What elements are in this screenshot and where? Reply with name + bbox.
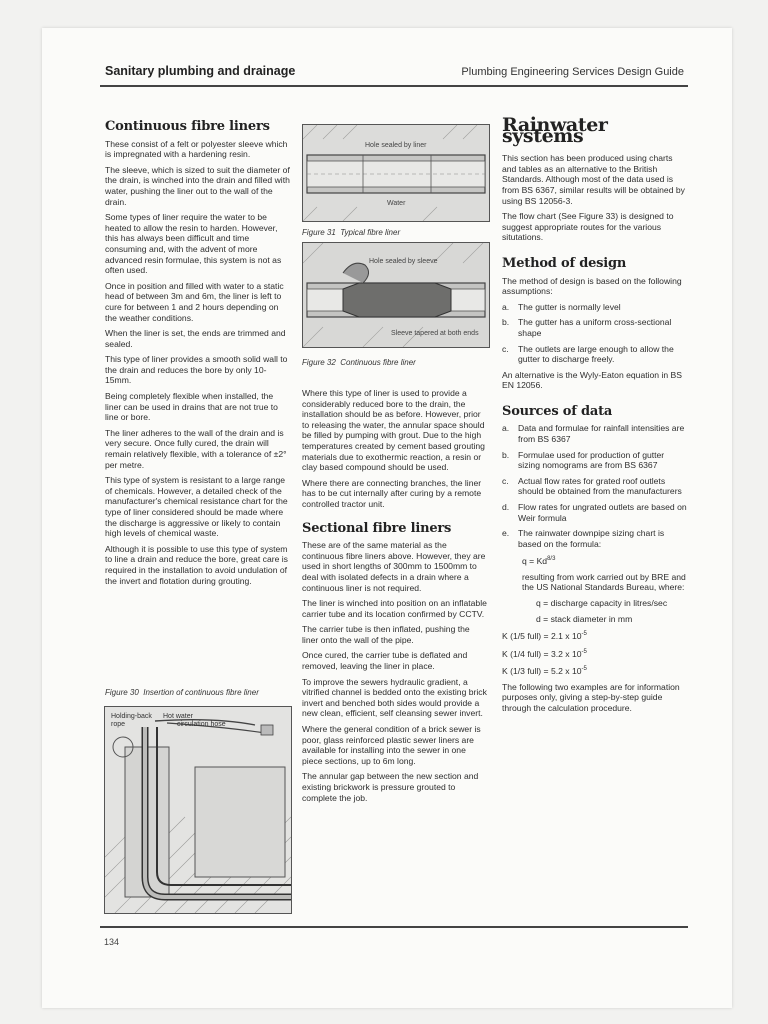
list-marker: b. (502, 449, 510, 460)
section-heading-continuous-fibre-liners: Continuous fibre liners (105, 119, 270, 134)
paragraph: When the liner is set, the ends are trimmed and sealed. (105, 328, 286, 349)
k-value-text: K (1/3 full) = 5.2 x 10 (502, 666, 582, 676)
list-marker: b. (502, 317, 510, 328)
label-circulation-hose: circulation hose (177, 721, 226, 728)
list-item-text: Data and formulae for rainfall intensities are from BS 6367 (518, 423, 685, 445)
paragraph: Some types of liner require the water to be heated to allow the resin to harden. However, this has always been difficult and time consuming and, with the advent of more advanced resin formulae, this system is not as often used. (105, 212, 282, 276)
section-heading-sources-of-data: Sources of data (502, 403, 613, 419)
figure-number: Figure 30 (105, 688, 139, 697)
label-hot-water: Hot water (163, 713, 193, 720)
paragraph: Where there are connecting branches, the liner has to be cut internally after curing by a remote controlled tractor unit. (302, 477, 482, 509)
figure-30-illustration (104, 706, 292, 914)
figure-caption-text: Continuous fibre liner (340, 358, 416, 367)
paragraph: The carrier tube is then inflated, pushing the liner onto the wall of the pipe. (302, 624, 470, 645)
paragraph: These consist of a felt or polyester sleeve which is impregnated with a hardening resin. (105, 138, 288, 160)
chapter-title-rainwater-systems: Rainwater systems (502, 114, 608, 147)
assumptions-list (502, 302, 688, 365)
page-number: 134 (104, 937, 120, 947)
downpipe-formula (502, 554, 688, 566)
k-value-exponent: -5 (581, 648, 587, 655)
k-value-text: K (1/5 full) = 2.1 x 10 (502, 631, 582, 642)
column-middle (302, 388, 488, 808)
paragraph: This type of system is resistant to a large range of chemicals. However, a detailed check of the manufacturer's chemical resistance chart for the type of liner considered should be made where the discharge is aggressive or likely to contain high levels of chemical waste. (105, 475, 288, 539)
section-heading-sectional-fibre-liners: Sectional fibre liners (302, 520, 452, 536)
column-right (502, 114, 688, 718)
sources-list (502, 423, 688, 549)
k-value-text: K (1/4 full) = 3.2 x 10 (502, 648, 582, 659)
paragraph: These are of the same material as the continuous fibre liners above. However, they are used in short lengths of 300mm to 1500mm to deal with isolated defects in a drain where a continuous liner is not required. (302, 540, 486, 593)
paragraph: The method of design is based on the following assumptions: (502, 275, 682, 297)
paragraph: Once cured, the carrier tube is deflated and removed, leaving the liner in place. (302, 650, 468, 672)
running-header-left: Sanitary plumbing and drainage (105, 64, 296, 78)
list-item (502, 344, 688, 365)
list-marker: e. (502, 528, 510, 539)
list-marker: c. (502, 475, 509, 486)
list-item-text: Flow rates for ungrated outlets are based on Weir formula (518, 502, 687, 523)
list-item (502, 423, 688, 444)
k-value-exponent: -5 (581, 666, 587, 673)
list-item-text: The gutter is normally level (518, 301, 621, 312)
list-item (502, 476, 688, 497)
paragraph: Being completely flexible when installed, the liner can be used in drains that are not true to line or bore. (105, 391, 278, 423)
list-item-text: Formulae used for production of gutter sizing nomograms are from BS 6367 (518, 449, 665, 471)
label-hole-sealed-by-liner: Hole sealed by liner (365, 142, 427, 149)
paragraph: The annular gap between the new section and existing brickwork is pressure grouted to complete the job. (302, 771, 479, 803)
list-marker: a. (502, 423, 510, 434)
column-left (105, 119, 291, 591)
figure-32-caption (302, 358, 416, 367)
paragraph: This section has been produced using charts and tables as an alternative to the British Standards. Although most of the data used is from BS 6367, similar results will be obtained by using BS 12056-3. (502, 153, 685, 206)
formula-text: q = Kd (522, 556, 548, 567)
label-water: Water (387, 200, 406, 207)
figure-31-illustration (302, 124, 490, 222)
definition-q: q = discharge capacity in litres/sec (536, 598, 668, 609)
figure-caption-text: Typical fibre liner (340, 228, 401, 237)
figure-number: Figure 32 (302, 358, 336, 367)
label-sleeve-tapered: Sleeve tapered at both ends (391, 330, 479, 337)
paragraph: Where this type of liner is used to provide a considerably reduced bore to the drain, the installation should be as before. However, prior to releasing the water, the annular space should be filled by pumping with grout. Due to the high temperatures created by cement based grouting materials due to exothermic reaction, a resin or clay based compound should be used. (302, 388, 485, 473)
k-value-line (502, 647, 688, 659)
label-hole-sealed-by-sleeve: Hole sealed by sleeve (369, 258, 438, 265)
list-item (502, 302, 688, 313)
header-rule (100, 85, 688, 87)
list-item-text: The outlets are large enough to allow the gutter to discharge freely. (518, 343, 674, 365)
paragraph: This type of liner provides a smooth solid wall to the drain and reduces the bore by only 10-15mm. (105, 354, 288, 386)
paragraph: resulting from work carried out by BRE and the US National Standards Bureau, where: (522, 571, 686, 593)
paragraph: Where the general condition of a brick sewer is poor, glass reinforced plastic sewer liners are available for installing into the sewer in one piece sections, up to 6m long. (302, 724, 481, 766)
footer-rule (100, 926, 688, 928)
figure-32-illustration (302, 242, 490, 348)
list-marker: c. (502, 343, 509, 354)
k-value-exponent: -5 (581, 631, 587, 638)
paragraph: To improve the sewers hydraulic gradient, a vitrified channel is bedded onto the existing brick invert and benched both sides would provide a new clean, efficient, self cleansing sewer invert. (302, 676, 487, 719)
paragraph: The liner adheres to the wall of the drain and is very secure. Once fully cured, the drain will remain relatively flexible, with a tolerance of ±2° per metre. (105, 427, 287, 470)
label-rope: rope (111, 721, 126, 728)
list-item-text: Actual flow rates for grated roof outlets should be obtained from the manufacturers (518, 475, 682, 497)
list-marker: a. (502, 301, 510, 312)
figure-31-caption (302, 228, 400, 237)
definition-d: d = stack diameter in mm (536, 613, 633, 624)
paragraph: The sleeve, which is sized to suit the diameter of the drain, is winched into the drain and filled with water, pushing the liner out to the wall of the drain. (105, 164, 290, 207)
list-item (502, 528, 688, 549)
list-item-text: The gutter has a uniform cross-sectional shape (518, 317, 672, 338)
paragraph: Although it is possible to use this type of system to line a drain and reduce the bore, great care is required in the installation to avoid undulation of the invert and flotation during grouting. (105, 543, 288, 586)
list-marker: d. (502, 502, 510, 513)
label-holding-back: Holding-back (111, 713, 152, 720)
k-value-line (502, 629, 688, 641)
list-item-text: The rainwater downpipe sizing chart is based on the formula: (518, 528, 665, 549)
paragraph: The flow chart (See Figure 33) is designed to suggest appropriate routes for the various situtations. (502, 211, 674, 243)
figure-caption-text: Insertion of continuous fibre liner (143, 688, 259, 697)
paragraph: The following two examples are for information purposes only, giving a step-by-step guide through the calculation procedure. (502, 681, 680, 713)
k-value-line (502, 664, 688, 676)
list-item (502, 317, 688, 338)
section-heading-method-of-design: Method of design (502, 255, 627, 271)
figure-number: Figure 31 (302, 228, 336, 237)
figure-30-caption (105, 688, 259, 697)
running-header-right: Plumbing Engineering Services Design Guide (461, 66, 684, 78)
formula-exponent: 8/3 (547, 556, 556, 563)
paragraph: An alternative is the Wyly-Eaton equation in BS EN 12056. (502, 369, 683, 391)
list-item (502, 502, 688, 523)
paragraph: Once in position and filled with water to a static head of between 3m and 6m, the liner is left to cure for between 1 and 2 hours depending on the weather conditions. (105, 280, 284, 323)
list-item (502, 450, 688, 471)
paragraph: The liner is winched into position on an inflatable carrier tube and its location confirmed by CCTV. (302, 598, 487, 619)
